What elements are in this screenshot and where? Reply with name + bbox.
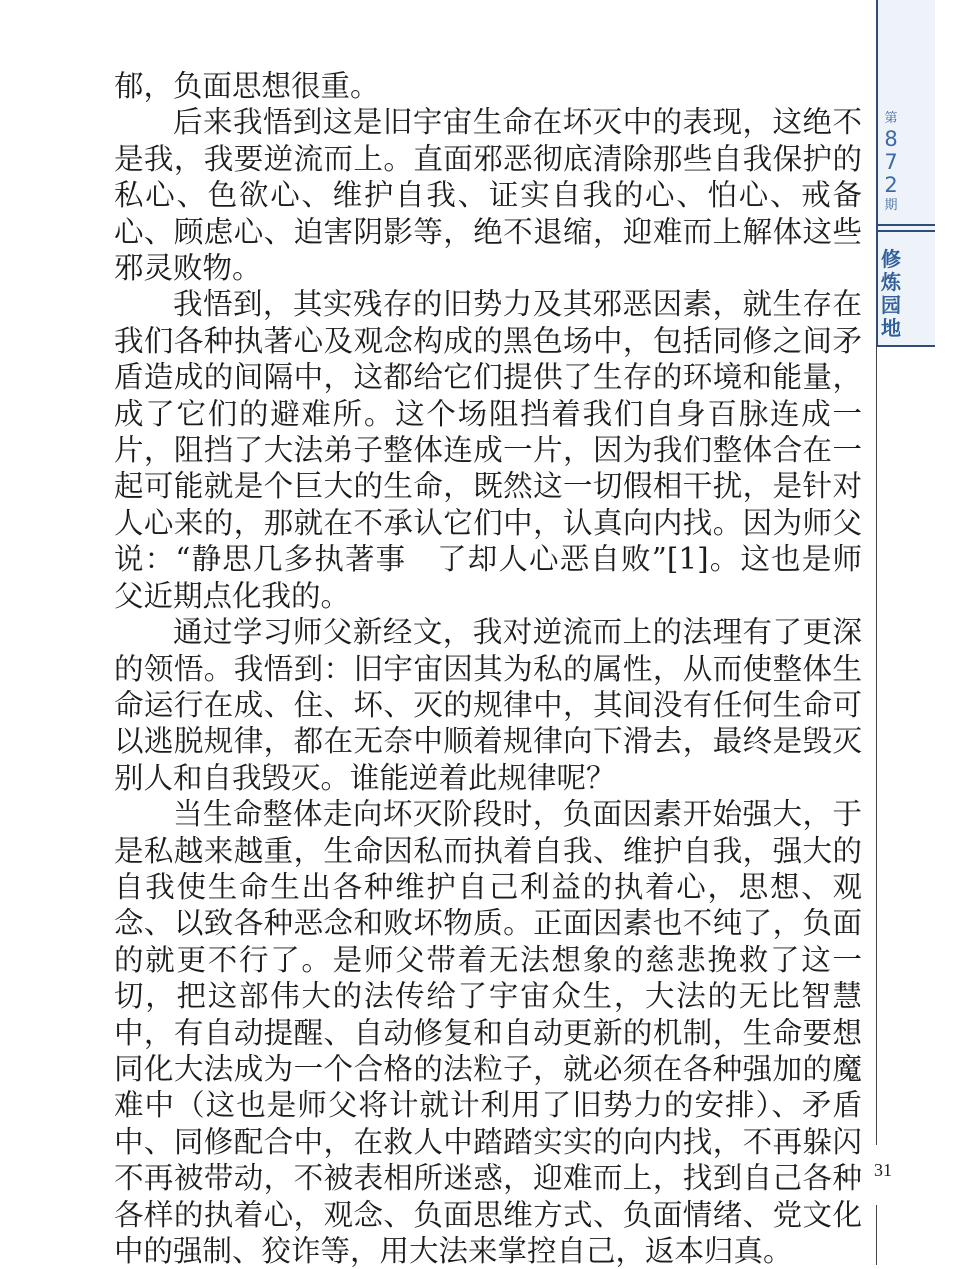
section-char: 园 <box>881 293 901 317</box>
sidebar-divider <box>876 224 935 226</box>
sidebar-divider-inner <box>876 230 935 232</box>
article-body <box>114 68 862 1269</box>
margin-rule-bottom <box>876 1205 877 1265</box>
section-char: 炼 <box>881 270 901 294</box>
sidebar-bottom-rule <box>876 345 935 347</box>
section-char: 地 <box>881 316 901 340</box>
issue-digit: 2 <box>884 173 898 197</box>
paragraph: 后来我悟到这是旧宇宙生命在坏灭中的表现，这绝不是我，我要逆流而上。直面邪恶彻底清除那些自我保护的私心、色欲心、维护自我、证实自我的心、怕心、戒备心、顾虑心、迫害阴影等，绝不退缩，迎难而上解体这些邪灵败物。 <box>114 105 862 286</box>
issue-digit: 8 <box>884 127 898 151</box>
section-char: 修 <box>881 247 901 271</box>
paragraph-continuation: 郁，负面思想很重。 <box>114 69 380 103</box>
paragraph: 我悟到，其实残存的旧势力及其邪恶因素，就生存在我们各种执著心及观念构成的黑色场中，包括同修之间矛盾造成的间隔中，这都给它们提供了生存的环境和能量，成了它们的避难所。这个场阻挡着我们自身百脉连成一片，阻挡了大法弟子整体连成一片，因为我们整体合在一起可能就是个巨大的生命，既然这一切假相干扰，是针对人心来的，那就在不承认它们中，认真向内找。因为师父说：“静思几多执著事 了却人心恶自败”[1]。这也是师父近期点化我的。 <box>114 287 862 613</box>
margin-rule <box>876 345 877 1145</box>
page-number: 31 <box>874 1160 892 1180</box>
section-title <box>876 248 906 340</box>
paragraph: 通过学习师父新经文，我对逆流而上的法理有了更深的领悟。我悟到：旧宇宙因其为私的属性，从而使整体生命运行在成、住、坏、灭的规律中，其间没有任何生命可以逃脱规律，都在无奈中顺着规律向下滑去，最终是毁灭别人和自我毁灭。谁能逆着此规律呢？ <box>114 615 862 795</box>
issue-prefix: 第 <box>884 111 898 126</box>
paragraph: 当生命整体走向坏灭阶段时，负面因素开始强大，于是私越来越重，生命因私而执着自我、维护自我，强大的自我使生命生出各种维护自己利益的执着心，思想、观念、以致各种恶念和败坏物质。正面因素也不纯了，负面的就更不行了。是师父带着无法想象的慈悲挽救了这一切，把这部伟大的法传给了宇宙众生，大法的无比智慧中，有自动提醒、自动修复和自动更新的机制，生命要想同化大法成为一个合格的法粒子，就必须在各种强加的魔难中（这也是师父将计就计利用了旧势力的安排）、矛盾中、同修配合中，在救人中踏踏实实的向内找，不再躲闪不再被带动，不被表相所迷惑，迎难而上，找到自己各种各样的执着心，观念、负面思维方式、负面情绪、党文化中的强制、狡诈等，用大法来掌控自己，返本归真。 <box>114 797 862 1268</box>
issue-digit: 7 <box>884 150 898 174</box>
issue-suffix: 期 <box>884 198 898 213</box>
issue-number-tag <box>876 110 906 215</box>
